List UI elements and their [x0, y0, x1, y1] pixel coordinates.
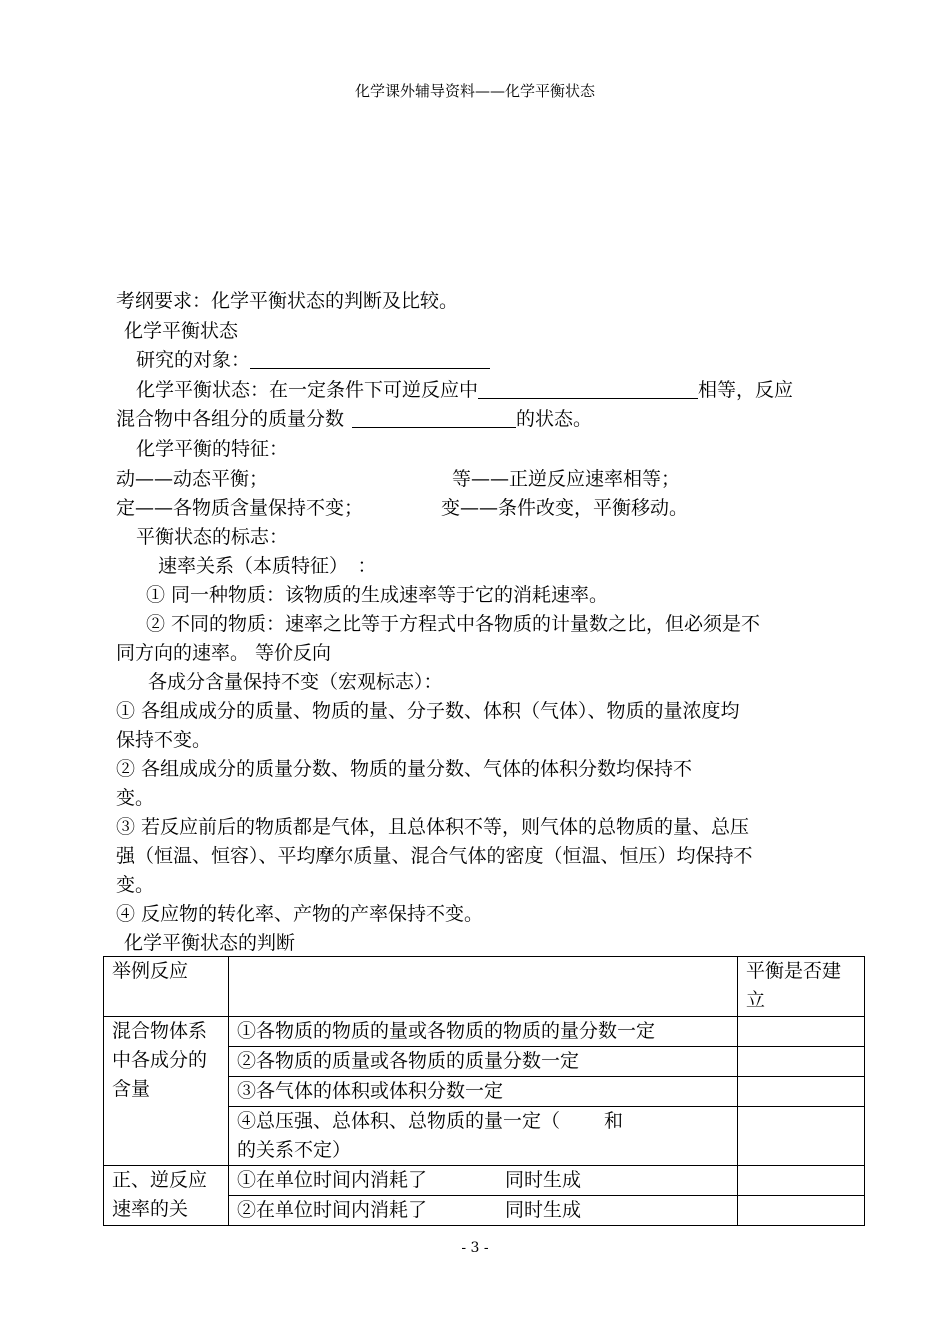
- content-item-1a: ① 各组成成分的质量、物质的量、分子数、体积（气体）、物质的量浓度均: [116, 700, 740, 722]
- condition-text: 和: [604, 1110, 624, 1132]
- condition-text: ①在单位时间内消耗了: [237, 1169, 428, 1191]
- header-result: 平衡是否建立: [738, 957, 865, 1017]
- definition-blank-2: [352, 407, 516, 428]
- research-object-line: [136, 346, 490, 375]
- content-item-2b: 变。: [116, 787, 155, 809]
- definition-line-1: [136, 376, 793, 405]
- header-condition: [229, 957, 738, 1017]
- condition-text: ④总压强、总体积、总物质的量一定（: [237, 1110, 561, 1132]
- table-row: [104, 1017, 865, 1047]
- content-item-3a: ③ 若反应前后的物质都是气体，且总体积不等，则气体的总物质的量、总压: [116, 816, 750, 838]
- result-cell: [738, 1107, 865, 1166]
- section-title-judge: 化学平衡状态的判断: [124, 932, 296, 954]
- group-label-content: 混合物体系中各成分的含量: [104, 1017, 229, 1166]
- condition-cell: ③各气体的体积或体积分数一定: [229, 1077, 738, 1107]
- group-label-rate: 正、逆反应速率的关: [104, 1166, 229, 1226]
- syllabus-line: 考纲要求：化学平衡状态的判断及比较。: [116, 290, 459, 312]
- definition-blank-1: [478, 378, 698, 399]
- condition-cell: [229, 1107, 738, 1166]
- judgement-table: [103, 956, 865, 1226]
- section-title-equilibrium: 化学平衡状态: [124, 320, 239, 342]
- definition-text-b: 相等，反应: [698, 379, 794, 401]
- content-title: 各成分含量保持不变（宏观标志）：: [148, 671, 443, 693]
- result-cell: [738, 1196, 865, 1226]
- condition-text: 的关系不定）: [237, 1139, 352, 1161]
- content-item-4: ④ 反应物的转化率、产物的产率保持不变。: [116, 903, 484, 925]
- result-cell: [738, 1166, 865, 1196]
- content-item-3b: 强（恒温、恒容）、平均摩尔质量、混合气体的密度（恒温、恒压）均保持不: [116, 845, 753, 867]
- condition-text: ②在单位时间内消耗了: [237, 1199, 428, 1221]
- table-header-row: [104, 957, 865, 1017]
- header-example: 举例反应: [104, 957, 229, 1017]
- definition-text-a: 化学平衡状态：在一定条件下可逆反应中: [136, 379, 479, 401]
- result-cell: [738, 1047, 865, 1077]
- result-cell: [738, 1077, 865, 1107]
- feature-ding: 定——各物质含量保持不变；: [116, 497, 364, 519]
- signs-title: 平衡状态的标志：: [136, 526, 289, 548]
- features-title: 化学平衡的特征：: [136, 438, 289, 460]
- research-object-blank: [250, 348, 490, 369]
- page-number: - 3 -: [461, 1240, 489, 1256]
- condition-cell: [229, 1166, 738, 1196]
- condition-cell: [229, 1196, 738, 1226]
- condition-text: 同时生成: [505, 1169, 582, 1191]
- feature-bian: 变——条件改变，平衡移动。: [441, 497, 689, 519]
- feature-deng: 等——正逆反应速率相等；: [452, 468, 681, 490]
- content-item-1b: 保持不变。: [116, 729, 212, 751]
- content-item-3c: 变。: [116, 874, 155, 896]
- feature-dong: 动——动态平衡；: [116, 468, 269, 490]
- definition-text-c: 混合物中各组分的质量分数: [116, 408, 345, 430]
- rate-item-2a: ② 不同的物质：速率之比等于方程式中各物质的计量数之比，但必须是不: [146, 613, 761, 635]
- rate-item-1: ① 同一种物质：该物质的生成速率等于它的消耗速率。: [146, 584, 609, 606]
- condition-text: 同时生成: [505, 1199, 582, 1221]
- research-object-label: 研究的对象：: [136, 349, 251, 371]
- rate-item-2b: 同方向的速率。 等价反向: [116, 642, 332, 664]
- page-header: 化学课外辅导资料——化学平衡状态: [354, 82, 595, 100]
- definition-text-d: 的状态。: [516, 408, 593, 430]
- table-row: [104, 1166, 865, 1196]
- result-cell: [738, 1017, 865, 1047]
- condition-cell: ②各物质的质量或各物质的质量分数一定: [229, 1047, 738, 1077]
- condition-cell: ①各物质的物质的量或各物质的物质的量分数一定: [229, 1017, 738, 1047]
- rate-title: 速率关系（本质特征） ：: [158, 555, 377, 577]
- definition-line-2: [116, 405, 592, 434]
- content-item-2a: ② 各组成成分的质量分数、物质的量分数、气体的体积分数均保持不: [116, 758, 693, 780]
